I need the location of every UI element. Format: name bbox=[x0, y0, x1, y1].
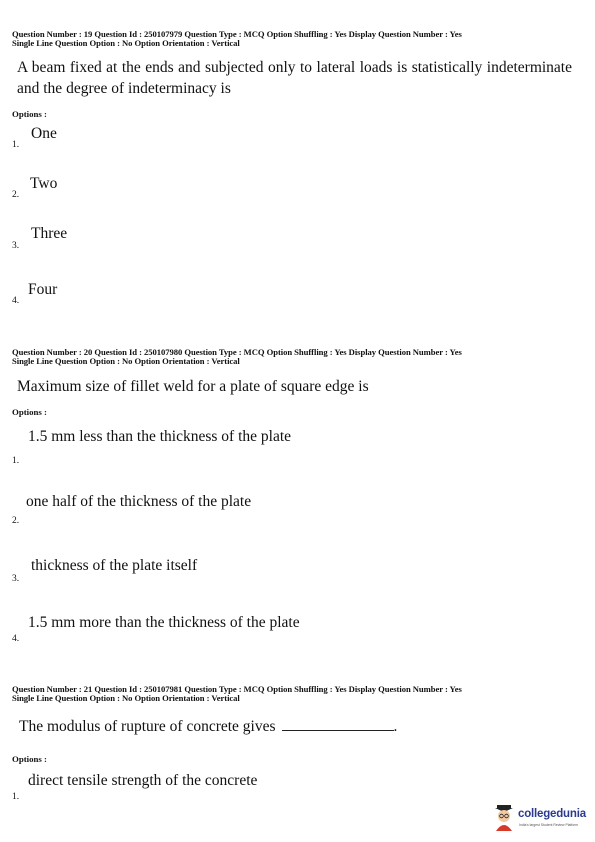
question-text: The modulus of rupture of concrete gives bbox=[19, 718, 276, 735]
answer-blank bbox=[282, 718, 394, 731]
question-meta-line1: Question Number : 21 Question Id : 250107981 Question Type : MCQ Option Shuffling : Yes Display Question Number : Yes bbox=[12, 684, 462, 694]
option-text: direct tensile strength of the concrete bbox=[28, 772, 258, 789]
question-text: A beam fixed at the ends and subjected only to lateral loads is statistically indeterminate and the degree of indeterminacy is bbox=[17, 59, 572, 97]
question-meta-line2: Single Line Question Option : No Option Orientation : Vertical bbox=[12, 356, 240, 366]
option-number: 1. bbox=[12, 140, 20, 150]
question-meta-line2: Single Line Question Option : No Option Orientation : Vertical bbox=[12, 38, 240, 48]
logo-wordmark: collegedunia bbox=[518, 808, 586, 820]
option-text: one half of the thickness of the plate bbox=[26, 493, 252, 510]
question-meta-line1: Question Number : 20 Question Id : 250107980 Question Type : MCQ Option Shuffling : Yes Display Question Number : Yes bbox=[12, 347, 462, 357]
question-meta-line2: Single Line Question Option : No Option Orientation : Vertical bbox=[12, 693, 240, 703]
options-label: Options : bbox=[12, 754, 47, 764]
option-number: 4. bbox=[12, 296, 20, 306]
option-text: thickness of the plate itself bbox=[31, 557, 198, 574]
question-text-line bbox=[19, 716, 574, 737]
option-text: Two bbox=[30, 175, 58, 192]
option-text: Three bbox=[31, 225, 68, 242]
option-text: 1.5 mm more than the thickness of the plate bbox=[28, 614, 300, 631]
option-number: 1. bbox=[12, 456, 20, 466]
option-number: 2. bbox=[12, 190, 20, 200]
option-number: 1. bbox=[12, 792, 20, 802]
option-text: 1.5 mm less than the thickness of the plate bbox=[28, 428, 292, 445]
question-text-suffix: . bbox=[393, 718, 398, 735]
options-label: Options : bbox=[12, 407, 47, 417]
option-number: 3. bbox=[12, 574, 20, 584]
options-label: Options : bbox=[12, 109, 47, 119]
option-number: 2. bbox=[12, 516, 20, 526]
logo-tagline: India's largest Student Review Platform bbox=[519, 823, 579, 827]
student-mascot-icon bbox=[493, 804, 515, 832]
option-text: One bbox=[31, 125, 57, 142]
option-number: 3. bbox=[12, 241, 20, 251]
question-meta-line1: Question Number : 19 Question Id : 250107979 Question Type : MCQ Option Shuffling : Yes Display Question Number : Yes bbox=[12, 29, 462, 39]
question-text: Maximum size of fillet weld for a plate of square edge is bbox=[17, 378, 369, 395]
option-text: Four bbox=[28, 281, 58, 298]
collegedunia-logo bbox=[493, 804, 591, 834]
option-number: 4. bbox=[12, 634, 20, 644]
